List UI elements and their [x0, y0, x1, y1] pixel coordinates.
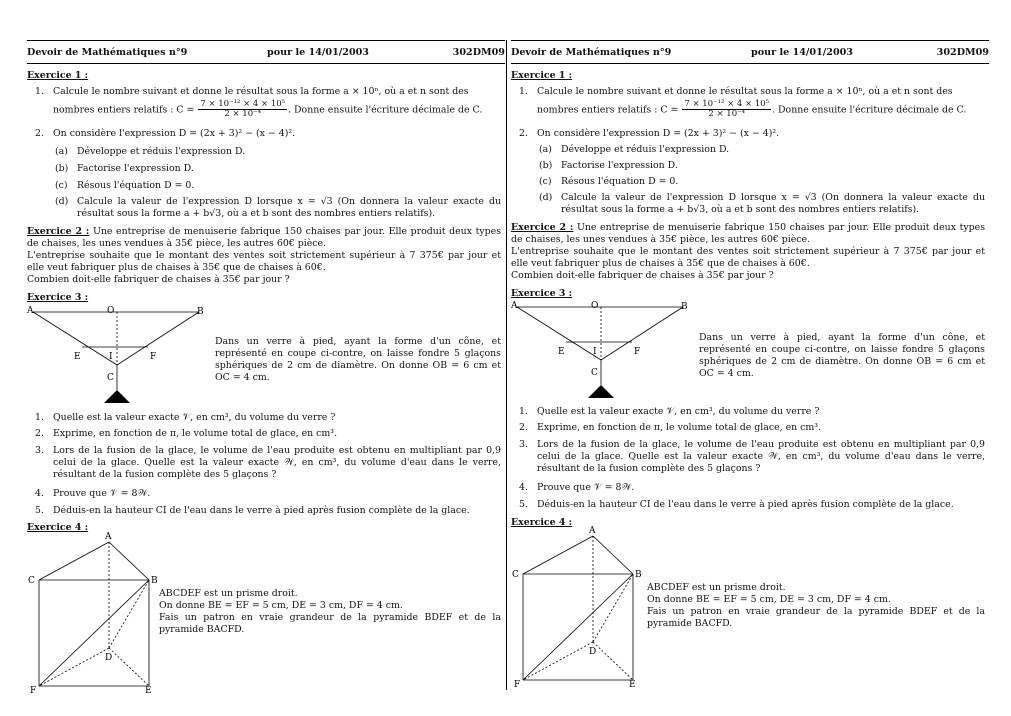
edge-de: [109, 648, 149, 686]
ex3-description: Dans un verre à pied, ayant la forme d'un cône, et représenté en coupe ci-contre, on laisse fondre 5 glaçons sphériques de 2 cm de diamètre. On donne OB = 6 cm et OC = 4 cm.: [215, 336, 501, 384]
point-c-label: C: [107, 373, 114, 383]
exercise-2-title: Exercice 2 :: [511, 222, 574, 233]
header-title: Devoir de Mathématiques n°9: [511, 47, 672, 58]
header-rule-bottom: [511, 63, 989, 64]
list-number: 4.: [35, 488, 44, 499]
vertex-e-label: E: [145, 686, 152, 696]
ex1-q2-text: On considère l'expression D = (2x + 3)² − (x − 4)².: [53, 128, 296, 139]
edge-db: [109, 580, 149, 648]
header-date: pour le 14/01/2003: [751, 47, 853, 58]
vertex-f-label: F: [514, 680, 521, 690]
fraction-numerator: 7 × 10⁻¹² × 4 × 10⁵: [200, 99, 286, 109]
exercise-4-title: Exercice 4 :: [511, 517, 573, 528]
list-number: 3.: [35, 445, 44, 456]
item-text: Prouve que 𝒱 = 8𝒲.: [537, 482, 635, 493]
point-f-label: F: [150, 352, 157, 362]
vertex-c-label: C: [28, 576, 35, 586]
sub-text: Calcule la valeur de l'expression D lorsque x = √3 (On donnera la valeur exacte du résultat sous la forme a + b√3, où a et b sont des nombres entiers relatifs).: [77, 196, 501, 220]
header-code: 302DM09: [936, 47, 989, 58]
ex1-q1-line1: Calcule le nombre suivant et donne le résultat sous la forme a × 10ⁿ, où a et n sont des: [53, 86, 469, 97]
list-number: 1.: [35, 86, 44, 97]
sub-number: (d): [55, 196, 69, 207]
ex4-line-3: Fais un patron en vraie grandeur de la pyramide BDEF et de la pyramide BACFD.: [159, 612, 501, 636]
prism-figure: [511, 524, 651, 690]
glass-foot: [104, 390, 130, 403]
edge-ab: [593, 536, 633, 574]
list-number: 2.: [519, 128, 528, 139]
point-b-label: B: [197, 307, 204, 317]
exercise-2: [27, 226, 501, 286]
ex2-paragraph-2: L'entreprise souhaite que le montant des ventes soit strictement supérieur à 7 375€ par jour et elle veut fabriquer plus de chaises à 35€ que de chaises à 60€.: [27, 250, 501, 274]
right-copy: [511, 0, 989, 716]
sub-number: (b): [55, 163, 69, 174]
ex4-line-1: ABCDEF est un prisme droit.: [159, 588, 298, 599]
sub-number: (b): [539, 160, 553, 171]
list-number: 3.: [519, 439, 528, 450]
ex2-paragraph-2: L'entreprise souhaite que le montant des ventes soit strictement supérieur à 7 375€ par jour et elle veut fabriquer plus de chaises à 35€ que de chaises à 60€.: [511, 246, 985, 270]
ex1-q1-pre: nombres entiers relatifs : C =: [537, 104, 679, 116]
edge-db: [593, 574, 633, 642]
cone-glass-figure: [511, 297, 696, 403]
vertex-d-label: D: [589, 647, 597, 657]
vertex-a-label: A: [589, 526, 596, 536]
segment-bc: [117, 312, 199, 365]
ex4-line-3: Fais un patron en vraie grandeur de la pyramide BDEF et de la pyramide BACFD.: [647, 606, 985, 630]
point-b-label: B: [681, 302, 688, 312]
ex4-line-2: On donne BE = EF = 5 cm, DE = 3 cm, DF = 4 cm.: [647, 594, 891, 606]
ex1-q1-line1: Calcule le nombre suivant et donne le résultat sous la forme a × 10ⁿ, où a et n sont des: [537, 86, 953, 97]
ex3-description: Dans un verre à pied, ayant la forme d'un cône, et représenté en coupe ci-contre, on laisse fondre 5 glaçons sphériques de 2 cm de diamètre. On donne OB = 6 cm et OC = 4 cm.: [699, 332, 985, 380]
item-text: Quelle est la valeur exacte 𝒱, en cm³, du volume du verre ?: [53, 412, 336, 423]
header-title: Devoir de Mathématiques n°9: [27, 47, 188, 58]
fraction-c: [682, 100, 771, 120]
list-number: 1.: [35, 412, 44, 423]
prism-figure: [27, 530, 167, 696]
exercise-2: [511, 222, 985, 282]
list-number: 1.: [519, 86, 528, 97]
sub-number: (a): [55, 146, 68, 157]
ex4-description: [647, 582, 985, 630]
sub-number: (c): [55, 180, 68, 191]
sub-text: Développe et réduis l'expression D.: [561, 144, 730, 155]
point-o-label: O: [107, 306, 115, 316]
ex1-q1-post: . Donne ensuite l'écriture décimale de C.: [288, 104, 483, 116]
fraction-denominator: 2 × 10⁻⁴: [708, 109, 746, 120]
list-number: 2.: [35, 428, 44, 439]
edge-ac: [39, 542, 109, 580]
ex2-paragraph-1: Une entreprise de menuiserie fabrique 150 chaises par jour. Elle produit deux types de chaises, les unes vendues à 35€ pièce, les autres 60€ pièce.: [27, 226, 502, 250]
ex2-paragraph-3: Combien doit-elle fabriquer de chaises à 35€ par jour ?: [511, 270, 774, 282]
page-divider: [506, 40, 507, 690]
segment-bc: [601, 307, 683, 360]
item-text: Déduis-en la hauteur CI de l'eau dans le verre à pied après fusion complète de la glace.: [537, 499, 954, 510]
vertex-b-label: B: [635, 570, 642, 580]
ex2-paragraph-1: Une entreprise de menuiserie fabrique 150 chaises par jour. Elle produit deux types de chaises, les unes vendues à 35€ pièce, les autres 60€ pièce.: [511, 222, 986, 246]
header-rule-top: [27, 40, 505, 41]
sub-text: Factorise l'expression D.: [77, 163, 194, 174]
item-text: Exprime, en fonction de π, le volume total de glace, en cm³.: [537, 422, 822, 433]
item-text: Prouve que 𝒱 = 8𝒲.: [53, 488, 151, 499]
item-text: Exprime, en fonction de π, le volume total de glace, en cm³.: [53, 428, 338, 439]
ex1-q1-pre: nombres entiers relatifs : C =: [53, 104, 195, 116]
ex4-description: [159, 588, 501, 636]
point-e-label: E: [74, 352, 81, 362]
vertex-b-label: B: [151, 576, 158, 586]
item-text: Lors de la fusion de la glace, le volume de l'eau produite est obtenu en multipliant par 0,9 celui de la glace. Quelle est la valeur exacte 𝒲, en cm³, du volume d'eau dans le verre, résultant de la fusion complète des 5 glaçons ?: [537, 439, 985, 475]
header-code: 302DM09: [452, 47, 505, 58]
point-o-label: O: [591, 301, 599, 311]
ex2-paragraph-3: Combien doit-elle fabriquer de chaises à 35€ par jour ?: [27, 274, 290, 286]
exercise-4-title: Exercice 4 :: [27, 522, 89, 533]
sub-number: (a): [539, 144, 552, 155]
exercise-1-title: Exercice 1 :: [511, 70, 573, 81]
point-f-label: F: [634, 347, 641, 357]
sub-number: (c): [539, 176, 552, 187]
vertex-a-label: A: [105, 532, 112, 542]
point-i-label: I: [109, 352, 113, 362]
ex1-q2-text: On considère l'expression D = (2x + 3)² − (x − 4)².: [537, 128, 780, 139]
sub-text: Factorise l'expression D.: [561, 160, 678, 171]
list-number: 2.: [35, 128, 44, 139]
point-c-label: C: [591, 368, 598, 378]
vertex-f-label: F: [30, 686, 37, 696]
point-a-label: A: [511, 301, 518, 311]
sub-number: (d): [539, 192, 553, 203]
left-copy: [27, 0, 505, 716]
exercise-3-title: Exercice 3 :: [511, 288, 573, 299]
sub-text: Résous l'équation D = 0.: [561, 176, 679, 187]
sub-text: Résous l'équation D = 0.: [77, 180, 195, 191]
list-number: 2.: [519, 422, 528, 433]
item-text: Lors de la fusion de la glace, le volume de l'eau produite est obtenu en multipliant par 0,9 celui de la glace. Quelle est la valeur exacte 𝒲, en cm³, du volume d'eau dans le verre, résultant de la fusion complète des 5 glaçons ?: [53, 445, 501, 481]
exercise-3-title: Exercice 3 :: [27, 292, 89, 303]
edge-ab: [109, 542, 149, 580]
fraction-denominator: 2 × 10⁻⁴: [224, 109, 262, 120]
edge-ac: [523, 536, 593, 574]
edge-de: [593, 642, 633, 680]
header-rule-bottom: [27, 63, 505, 64]
edge-df: [39, 648, 109, 686]
vertex-d-label: D: [105, 653, 113, 663]
list-number: 5.: [519, 499, 528, 510]
item-text: Déduis-en la hauteur CI de l'eau dans le verre à pied après fusion complète de la glace.: [53, 505, 470, 516]
fraction-numerator: 7 × 10⁻¹² × 4 × 10⁵: [684, 99, 770, 109]
point-e-label: E: [558, 347, 565, 357]
glass-foot: [588, 385, 614, 398]
edge-df: [523, 642, 593, 680]
item-text: Quelle est la valeur exacte 𝒱, en cm³, du volume du verre ?: [537, 406, 820, 417]
ex4-line-1: ABCDEF est un prisme droit.: [647, 582, 786, 593]
ex1-q1-post: . Donne ensuite l'écriture décimale de C.: [772, 104, 967, 116]
fraction-c: [198, 100, 287, 120]
header-date: pour le 14/01/2003: [267, 47, 369, 58]
sub-text: Calcule la valeur de l'expression D lorsque x = √3 (On donnera la valeur exacte du résultat sous la forme a + b√3, où a et b sont des nombres entiers relatifs).: [561, 192, 985, 216]
list-number: 4.: [519, 482, 528, 493]
list-number: 1.: [519, 406, 528, 417]
point-a-label: A: [27, 306, 34, 316]
exercise-1-title: Exercice 1 :: [27, 70, 89, 81]
sub-text: Développe et réduis l'expression D.: [77, 146, 246, 157]
vertex-e-label: E: [629, 680, 636, 690]
header-rule-top: [511, 40, 989, 41]
ex4-line-2: On donne BE = EF = 5 cm, DE = 3 cm, DF = 4 cm.: [159, 600, 403, 612]
exercise-2-title: Exercice 2 :: [27, 226, 90, 237]
list-number: 5.: [35, 505, 44, 516]
vertex-c-label: C: [512, 570, 519, 580]
cone-glass-figure: [27, 302, 212, 408]
point-i-label: I: [593, 347, 597, 357]
